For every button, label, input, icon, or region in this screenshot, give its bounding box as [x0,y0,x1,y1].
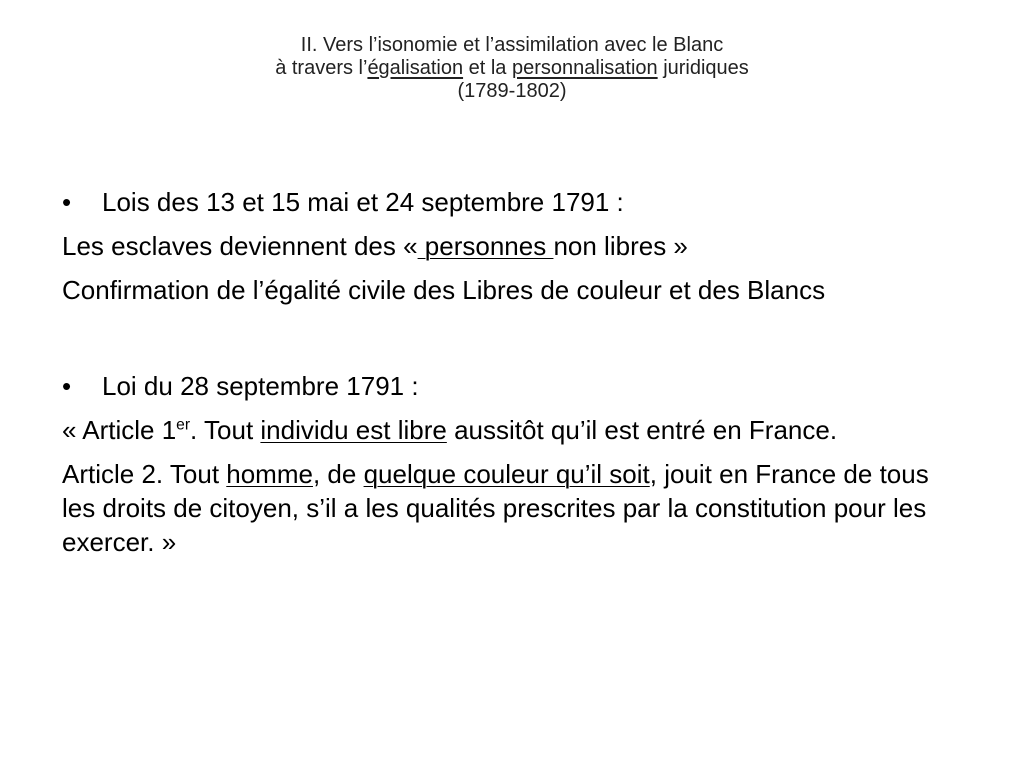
bullet-2 [62,369,962,403]
title-underlined-personnalisation: personnalisation [511,57,658,79]
paragraph-esclaves: Les esclaves deviennent des « personnes non libres » [62,231,688,261]
bullet-1-text: Lois des 13 et 15 mai et 24 septembre 1791 : [102,187,624,217]
title-line-3: (1789-1802) [457,80,567,102]
bullet-dot-icon: • [62,187,72,217]
underlined-quelque-couleur: quelque couleur qu’il soit [363,459,650,489]
underlined-individu-est-libre: individu est libre [260,415,447,445]
paragraph-article-1: « Article 1er. Tout individu est libre aussitôt qu’il est entré en France. [62,415,838,445]
superscript-er: er [176,416,191,434]
bullet-dot-icon: • [62,371,72,401]
paragraph-article-2: Article 2. Tout homme, de quelque couleur qu’il soit, jouit en France de tous les droits de citoyen, s’il a les qualités prescrites par la constitution pour les exercer. » [62,459,929,557]
title-underlined-egalisation: égalisation [367,57,464,79]
spacer [62,317,962,369]
bullet-1 [62,185,962,219]
title-line-1: II. Vers l’isonomie et l’assimilation avec le Blanc [300,34,724,56]
slide-title [0,34,1024,103]
paragraph-confirmation: Confirmation de l’égalité civile des Libres de couleur et des Blancs [62,275,826,305]
slide-body [62,185,962,569]
underlined-homme: homme [226,459,313,489]
underlined-personnes: personnes [417,231,554,261]
title-line-2: à travers l’égalisation et la personnalisation juridiques [275,57,749,79]
bullet-2-text: Loi du 28 septembre 1791 : [102,371,419,401]
